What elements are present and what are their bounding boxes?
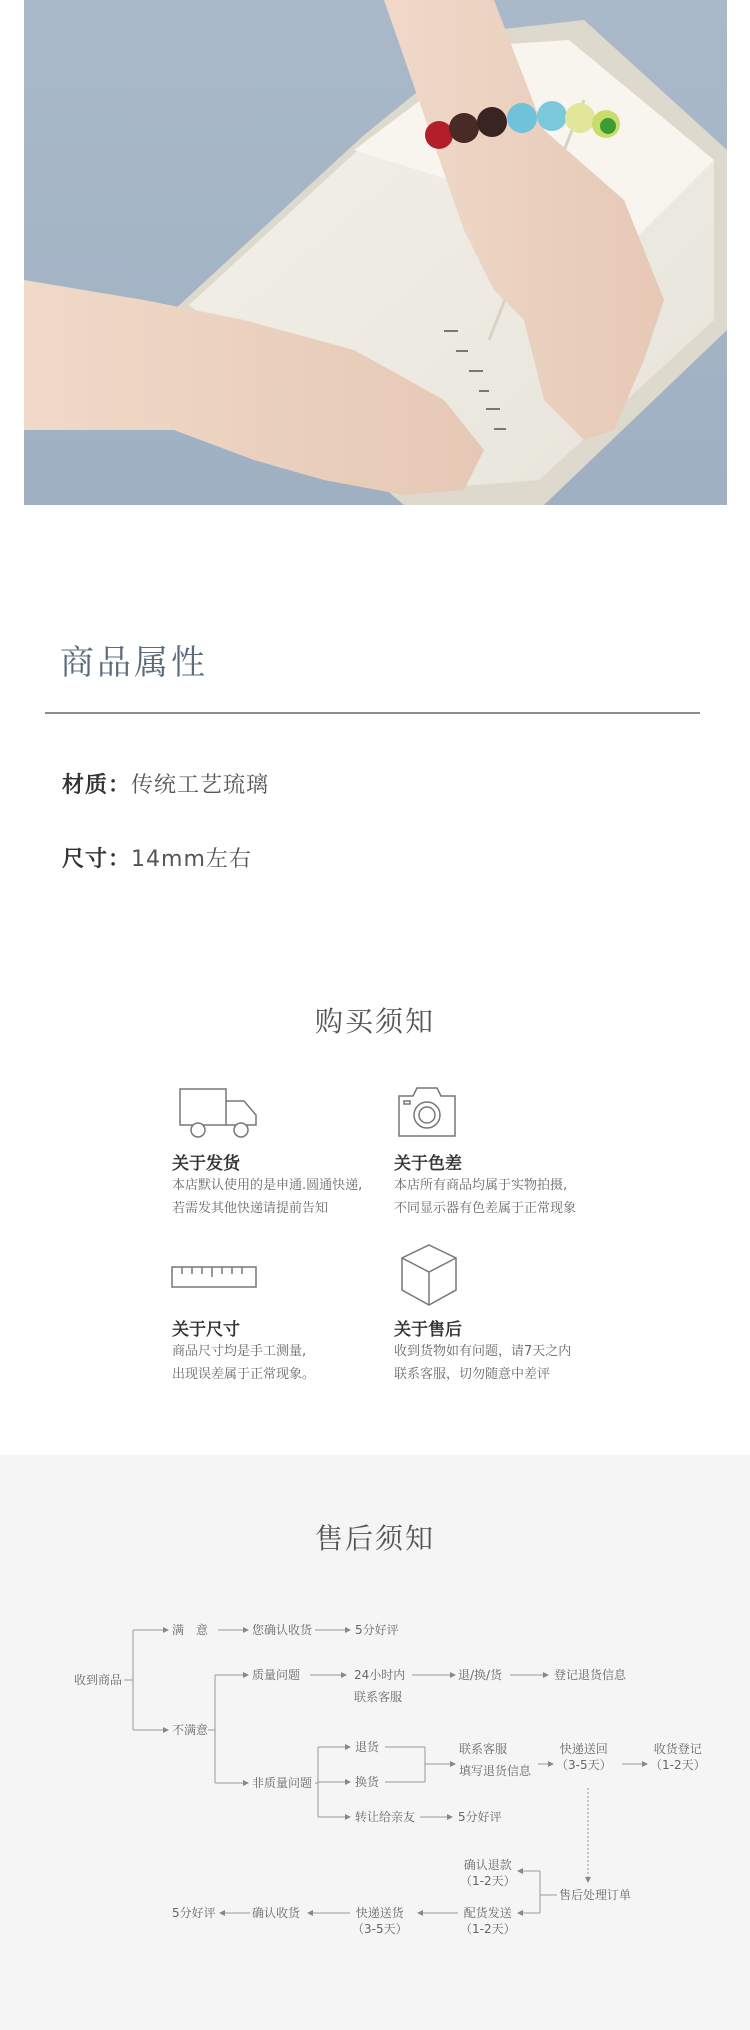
notice-line: 出现误差属于正常现象。 [172, 1367, 316, 1382]
flow-ship-goods [460, 1905, 516, 1937]
notice-color-text [394, 1174, 576, 1220]
attributes-title: 商品属性 [60, 643, 208, 683]
notice-aftersale-title: 关于售后 [394, 1320, 462, 1340]
attribute-value: 传统工艺琉璃 [131, 773, 270, 798]
flow-confirm-refund [460, 1857, 516, 1889]
notice-line: 本店默认使用的是申通.圆通快递, [172, 1178, 363, 1193]
flow-satisfied: 满 意 [172, 1623, 209, 1637]
attribute-key: 材质： [62, 773, 132, 798]
truck-icon [178, 1085, 260, 1145]
attribute-key: 尺寸： [62, 847, 132, 872]
flow-exchange-goods: 换货 [355, 1775, 380, 1789]
aftersale-title: 售后须知 [314, 1522, 435, 1555]
attribute-material [62, 768, 269, 799]
flow-line: 联系客服 [354, 1690, 403, 1704]
notice-aftersale-text [394, 1340, 571, 1386]
notice-line: 不同显示器有色差属于正常现象 [394, 1201, 577, 1216]
flow-express-back [556, 1741, 612, 1773]
flow-transfer-friend: 转让给亲友 [355, 1810, 416, 1824]
flow-line: 快递送货 [355, 1906, 404, 1920]
flow-receive-register [650, 1741, 706, 1773]
flow-line: 配货发送 [463, 1906, 512, 1920]
flow-within-24h [354, 1667, 405, 1705]
flow-line: 快递送回 [559, 1742, 608, 1756]
flow-line: 24小时内 [354, 1668, 406, 1682]
flow-line: （3-5天） [352, 1922, 408, 1936]
notice-title: 购买须知 [314, 1005, 435, 1038]
notice-line: 本店所有商品均属于实物拍摄, [394, 1178, 568, 1193]
flow-good-review-3: 5分好评 [172, 1906, 216, 1920]
flow-quality-issue: 质量问题 [252, 1668, 301, 1682]
flow-express-ship [352, 1905, 408, 1937]
flow-non-quality: 非质量问题 [252, 1776, 313, 1790]
flow-line: 收货登记 [653, 1742, 702, 1756]
bracelet-photo-illustration [24, 0, 727, 505]
ruler-icon [170, 1264, 258, 1294]
flow-received: 收到商品 [74, 1673, 123, 1687]
flow-contact-cs [459, 1741, 531, 1779]
flow-register-return: 登记退货信息 [554, 1668, 627, 1682]
attribute-size [62, 842, 252, 873]
notice-line: 联系客服，切勿随意中差评 [394, 1367, 551, 1382]
attribute-value: 14mm左右 [131, 847, 252, 872]
notice-line: 若需发其他快递请提前告知 [172, 1201, 329, 1216]
flow-line: 联系客服 [459, 1742, 508, 1756]
notice-shipping-text [172, 1174, 362, 1220]
flow-unsatisfied: 不满意 [172, 1723, 209, 1737]
divider [45, 712, 700, 714]
notice-shipping-title: 关于发货 [172, 1154, 240, 1174]
notice-size-title: 关于尺寸 [172, 1320, 240, 1340]
flow-line: （1-2天） [460, 1922, 516, 1936]
flow-confirm-receipt-2: 确认收货 [252, 1906, 301, 1920]
flow-line: （3-5天） [556, 1758, 612, 1772]
flow-good-review: 5分好评 [355, 1623, 399, 1637]
box-icon [398, 1242, 460, 1312]
notice-color-title: 关于色差 [394, 1154, 462, 1174]
flow-aftersale-order: 售后处理订单 [559, 1888, 632, 1902]
camera-icon [395, 1084, 459, 1144]
notice-line: 收到货物如有问题，请7天之内 [394, 1344, 572, 1359]
product-photo [24, 0, 727, 505]
flow-line: （1-2天） [650, 1758, 706, 1772]
flow-return-exchange: 退/换/货 [458, 1668, 503, 1682]
notice-size-text [172, 1340, 315, 1386]
flow-line: （1-2天） [460, 1874, 516, 1888]
flow-confirm-receipt: 您确认收货 [252, 1623, 313, 1637]
flow-line: 确认退款 [463, 1858, 512, 1872]
flow-good-review-2: 5分好评 [458, 1810, 502, 1824]
aftersale-section [0, 1455, 750, 2030]
flow-line: 填写退货信息 [459, 1764, 532, 1778]
notice-line: 商品尺寸均是手工测量, [172, 1344, 307, 1359]
flow-return-goods: 退货 [355, 1740, 380, 1754]
